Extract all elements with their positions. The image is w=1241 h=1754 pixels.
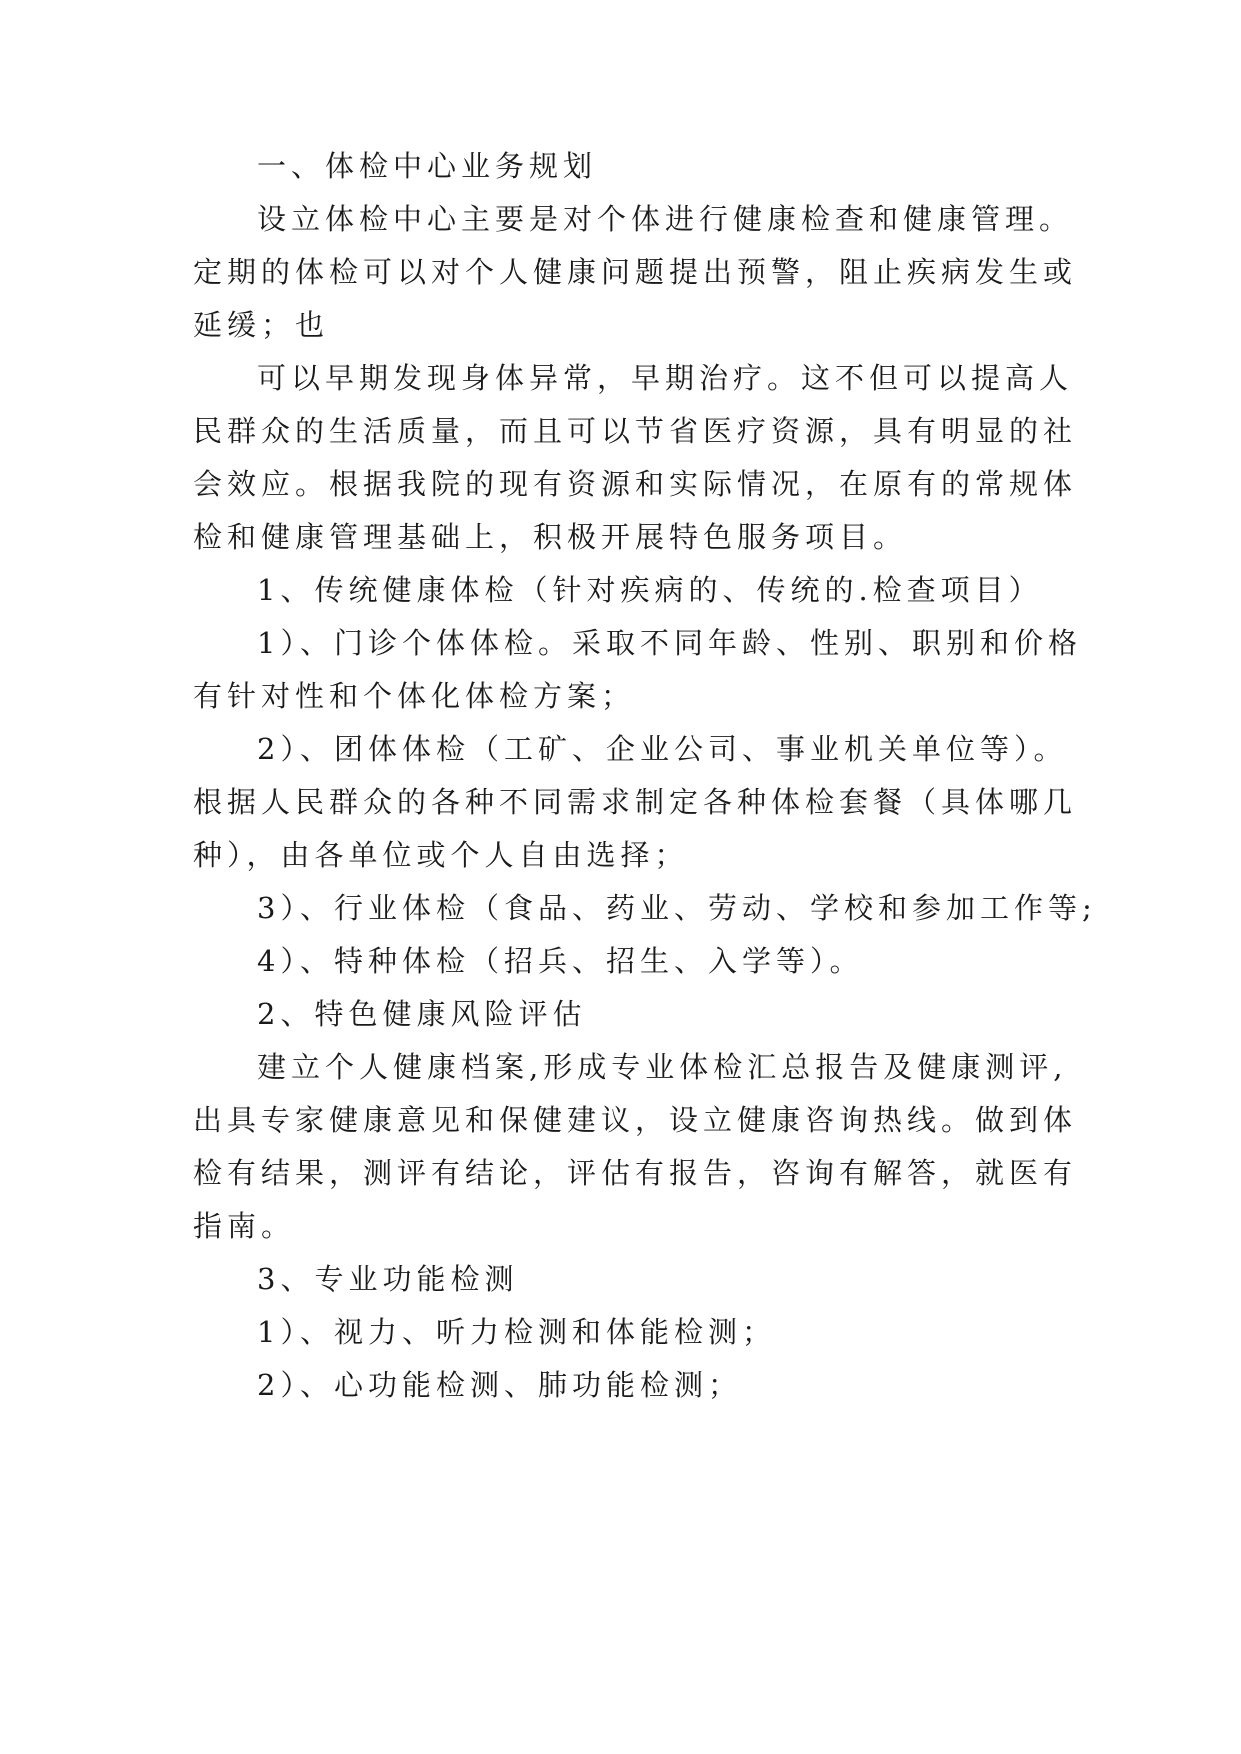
subsection-heading: 2、特色健康风险评估	[257, 997, 587, 1031]
paragraph-line: 定期的体检可以对个人健康问题提出预警，阻止疾病发生或	[193, 255, 1078, 289]
list-item-line: 1）、门诊个体体检。采取不同年龄、性别、职别和价格	[257, 626, 1082, 660]
paragraph-line: 设立体检中心主要是对个体进行健康检查和健康管理。	[257, 202, 1074, 236]
list-item-line: 有针对性和个体化体检方案；	[193, 679, 636, 713]
paragraph-line: 出具专家健康意见和保健建议，设立健康咨询热线。做到体	[193, 1103, 1078, 1137]
paragraph-line: 检和健康管理基础上，积极开展特色服务项目。	[193, 520, 908, 554]
section-heading: 一、体检中心业务规划	[257, 149, 598, 183]
paragraph-line: 可以早期发现身体异常，早期治疗。这不但可以提高人	[257, 361, 1074, 395]
paragraph-line: 会效应。根据我院的现有资源和实际情况，在原有的常规体	[193, 467, 1078, 501]
list-item-line: 4）、特种体检（招兵、招生、入学等）。	[257, 944, 864, 978]
list-item-line: 3）、行业体检（食品、药业、劳动、学校和参加工作等;	[257, 891, 1097, 925]
list-item-line: 根据人民群众的各种不同需求制定各种体检套餐（具体哪几	[193, 785, 1078, 819]
list-item-line: 种），由各单位或个人自由选择；	[193, 838, 689, 872]
subsection-heading: 3、专业功能检测	[257, 1262, 519, 1296]
paragraph-line: 指南。	[193, 1209, 296, 1243]
paragraph-line: 延缓；也	[193, 308, 330, 342]
subsection-heading: 1、传统健康体检（针对疾病的、传统的.检查项目）	[257, 573, 1043, 607]
list-item-line: 1）、视力、听力检测和体能检测；	[257, 1315, 776, 1349]
list-item-line: 2）、团体体检（工矿、企业公司、事业机关单位等）。	[257, 732, 1068, 766]
paragraph-line: 民群众的生活质量，而且可以节省医疗资源，具有明显的社	[193, 414, 1078, 448]
paragraph-line: 建立个人健康档案,形成专业体检汇总报告及健康测评,	[257, 1050, 1068, 1084]
paragraph-line: 检有结果，测评有结论，评估有报告，咨询有解答，就医有	[193, 1156, 1078, 1190]
list-item-line: 2）、心功能检测、肺功能检测；	[257, 1368, 742, 1402]
